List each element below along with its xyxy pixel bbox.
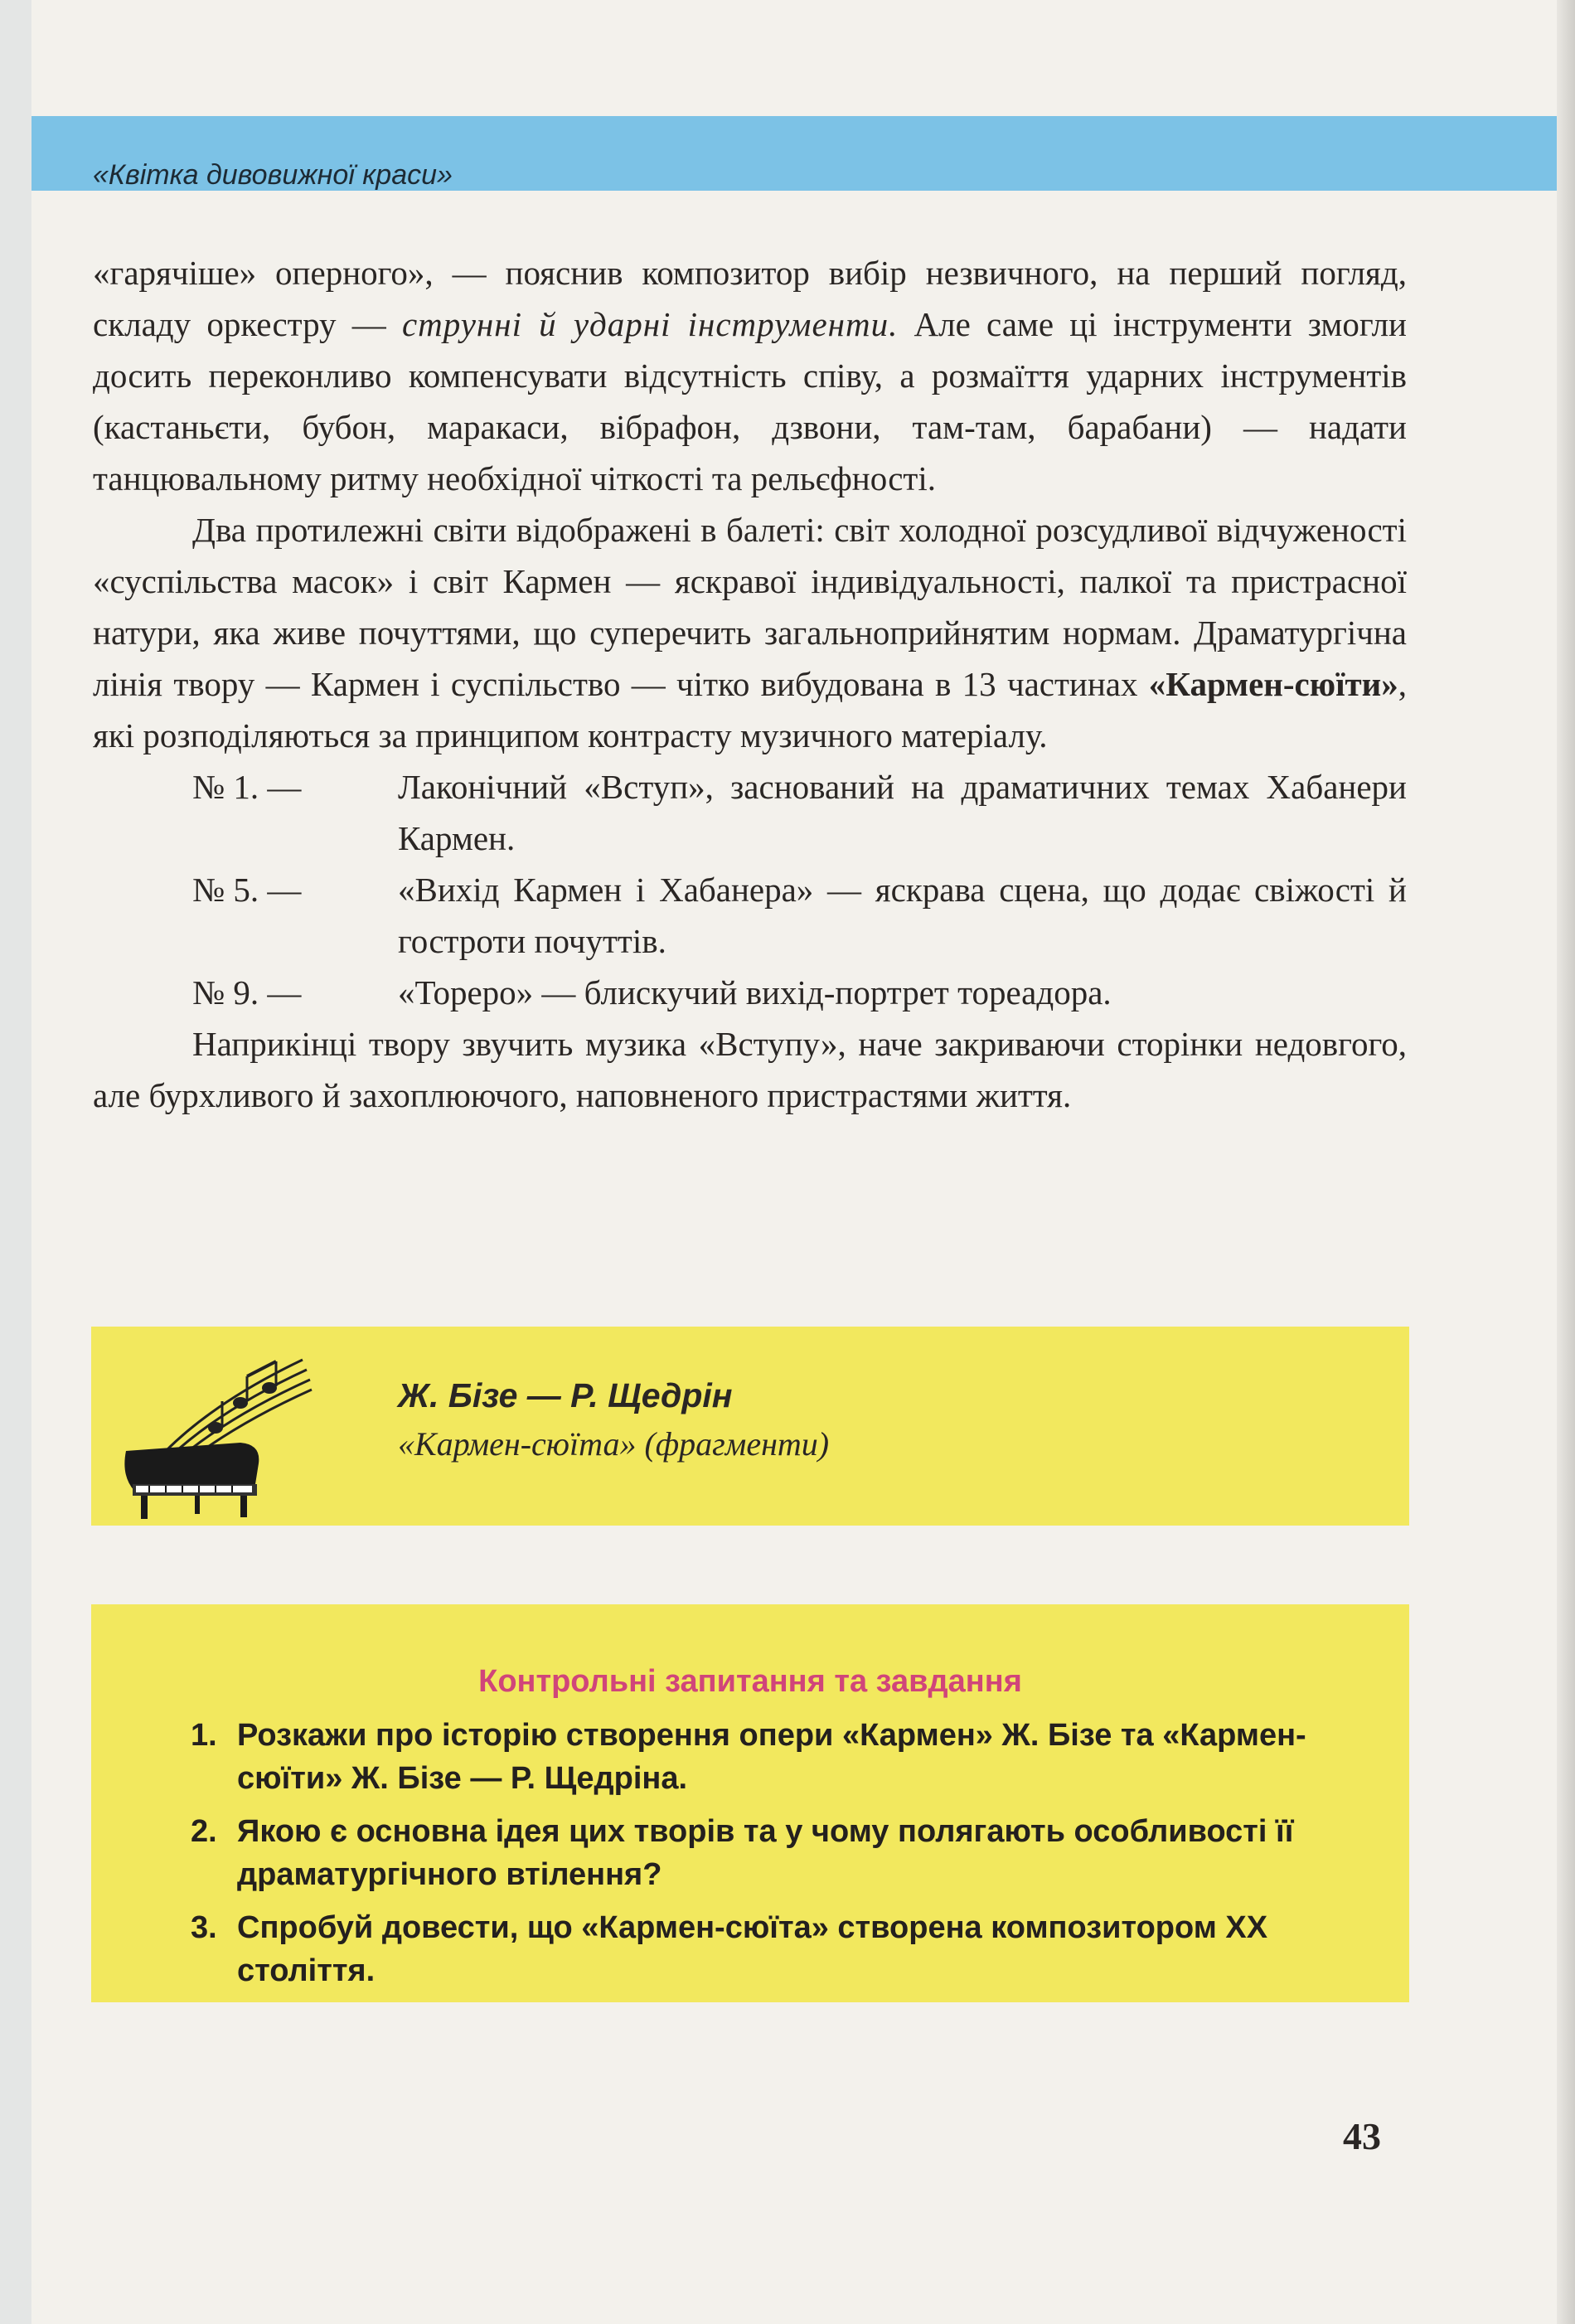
page-left-edge [0, 0, 32, 2324]
paragraph-1: «гарячіше» оперного», — пояснив композитор вибір незвичного, на перший погляд, складу оркестру — струнні й ударні інструменти. Але саме ці інструменти змогли досить переконливо компенсувати відсутність співу, а розмаїття ударних інструментів (кастаньєти, бубон, маракаси, вібрафон, дзвони, там-там, барабани) — надати танцювальному ритму необхідної чіткості та рельєфності. [93, 254, 1407, 497]
list-text: «Тореро» — блискучий вихід-портрет тореадора. [398, 973, 1112, 1012]
paragraph-2: Два протилежні світи відображені в балеті: світ холодної розсудливої відчуженості «суспільства масок» і світ Кармен — яскравої індивідуальності, палкої та пристрасної натури, яка живе почуттями, що суперечить загальноприйнятим нормам. Драматургічна лінія твору — Кармен і суспільство — чітко вибудована в 13 частинах «Кармен-сюїти», які розподіляються за принципом контрасту музичного матеріалу. [93, 511, 1407, 754]
question-number: 3. [191, 1910, 217, 1945]
list-number: № 5. — [192, 871, 302, 909]
list-number: № 9. — [192, 973, 302, 1012]
questions-list [191, 1714, 1351, 2002]
paragraph-3: Наприкінці твору звучить музика «Вступу», наче закриваючи сторінки недовгого, але бурхливого й захоплюючого, наповненого пристрастями життя. [93, 1025, 1407, 1114]
question-text: Розкажи про історію створення опери «Кармен» Ж. Бізе та «Кармен-сюїти» Ж. Бізе — Р. Щедріна. [237, 1718, 1306, 1796]
music-work-title: «Кармен-сюїта» (фрагменти) [398, 1425, 830, 1463]
page-right-edge [1557, 0, 1575, 2324]
carmen-suite-title: «Кармен-сюїти» [1148, 665, 1398, 703]
listening-box [91, 1327, 1409, 1526]
list-item [93, 967, 1407, 1018]
questions-box [91, 1604, 1409, 2002]
list-item [93, 761, 1407, 864]
question-text: Якою є основна ідея цих творів та у чому полягають особливості її драматургічного втілення? [237, 1814, 1294, 1892]
page-number: 43 [1343, 2115, 1381, 2157]
question-number: 1. [191, 1718, 217, 1753]
piano-with-notes-icon [116, 1351, 315, 1521]
list-number: № 1. — [192, 768, 302, 806]
list-item [93, 864, 1407, 967]
music-authors: Ж. Бізе — Р. Щедрін [398, 1376, 733, 1414]
question-number: 2. [191, 1814, 217, 1849]
questions-title: Контрольні запитання та завдання [478, 1664, 1022, 1699]
question-item [191, 1810, 1351, 1896]
list-text: «Вихід Кармен і Хабанера» — яскрава сцена, що додає свіжості й гостроти почуттів. [398, 871, 1407, 960]
running-header-title: «Квітка дивовижної краси» [93, 159, 453, 191]
question-item [191, 1906, 1351, 1992]
main-text [93, 247, 1407, 1121]
list-text: Лаконічний «Вступ», заснований на драматичних темах Хабанери Кармен. [398, 768, 1407, 857]
instruments-term: струнні й ударні інструменти. [401, 305, 899, 343]
question-text: Спробуй довести, що «Кармен-сюїта» створена композитором XX століття. [237, 1910, 1268, 1988]
question-item [191, 1714, 1351, 1800]
